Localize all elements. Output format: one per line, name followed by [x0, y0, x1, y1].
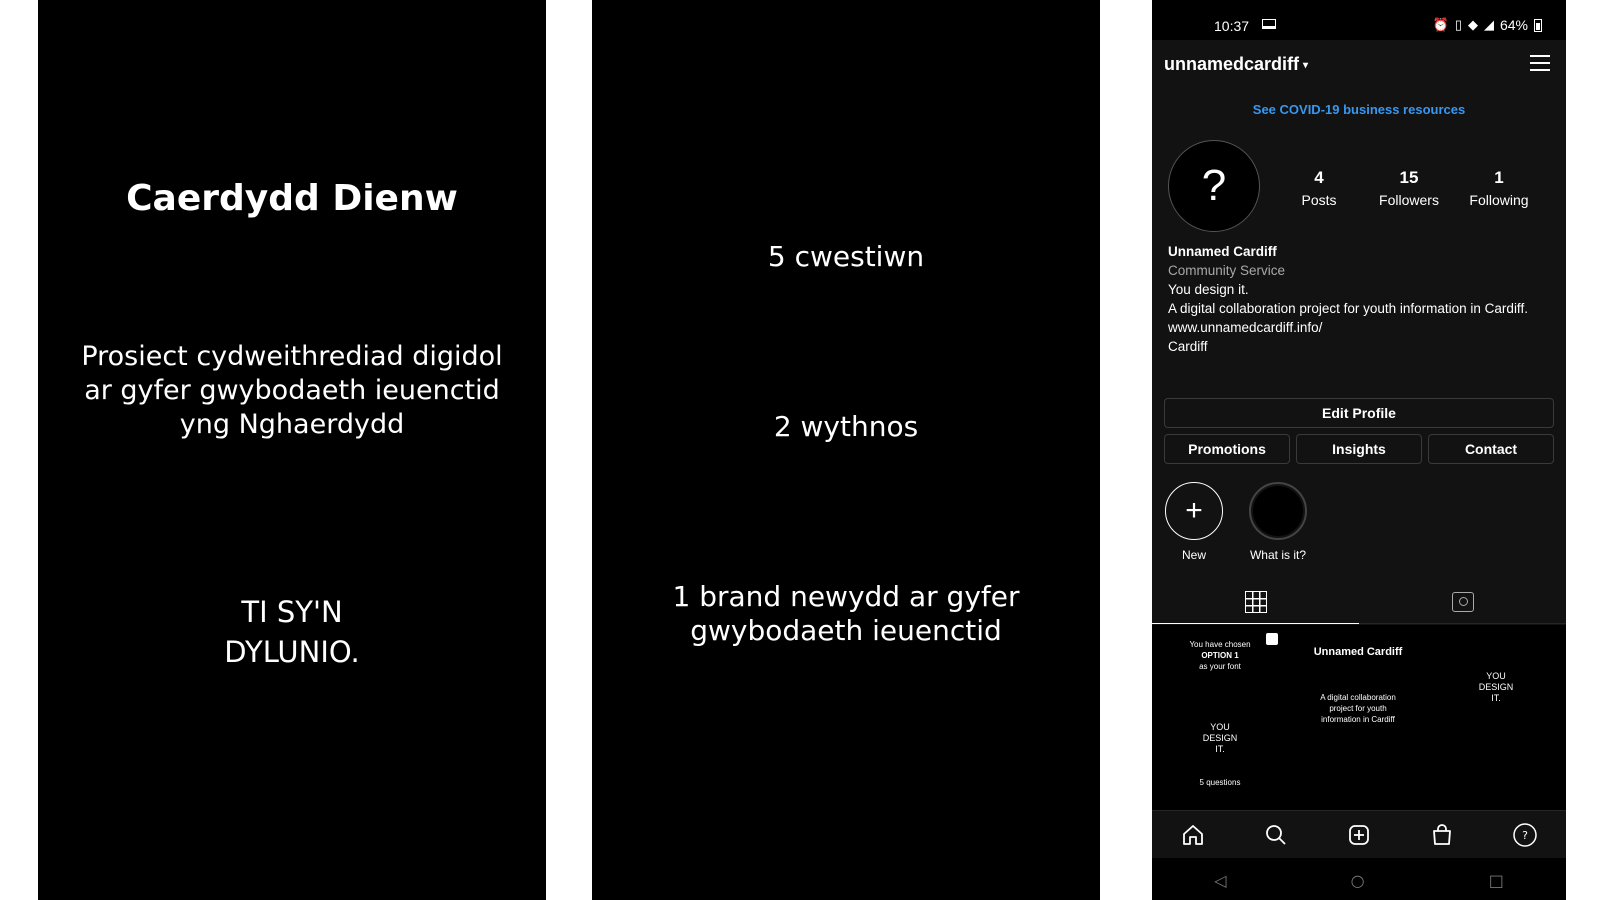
fact-questions: 5 cwestiwn: [767, 240, 925, 273]
post-thumbnail[interactable]: [1152, 625, 1288, 810]
post1-line-7: 5 questions: [1199, 778, 1241, 787]
search-icon[interactable]: [1263, 822, 1289, 848]
carousel-icon: [1266, 633, 1278, 645]
followers-stat[interactable]: [1369, 168, 1449, 208]
post1-line-3: as your font: [1199, 662, 1241, 671]
hamburger-menu-icon[interactable]: [1530, 55, 1550, 71]
profile-tabs: [1152, 580, 1566, 624]
new-highlight[interactable]: [1165, 482, 1223, 562]
home-button-icon[interactable]: ○: [1350, 870, 1365, 890]
posts-stat[interactable]: [1279, 168, 1359, 208]
profile-icon[interactable]: [1512, 822, 1538, 848]
home-icon[interactable]: [1180, 822, 1206, 848]
tab-tagged[interactable]: [1359, 580, 1566, 624]
following-stat[interactable]: [1459, 168, 1539, 208]
promotions-button[interactable]: Promotions: [1164, 434, 1290, 464]
wifi-icon: ◆: [1467, 17, 1478, 32]
bottom-navigation: [1152, 810, 1566, 858]
posts-count: 4: [1314, 168, 1324, 187]
profile-category: Community Service: [1168, 263, 1286, 278]
profile-header: [1152, 40, 1566, 90]
profile-name: Unnamed Cardiff: [1168, 244, 1277, 259]
post3-line-1: YOU: [1486, 671, 1506, 681]
chevron-down-icon: ▾: [1303, 59, 1309, 71]
story-slide-welsh-facts: [592, 0, 1100, 900]
story-highlight-circle[interactable]: [1249, 482, 1307, 540]
recents-icon[interactable]: □: [1488, 870, 1504, 890]
status-bar: [1152, 0, 1566, 40]
status-icons: [1433, 17, 1542, 33]
laptop-icon: [1262, 19, 1276, 29]
profile-location: Cardiff: [1168, 339, 1208, 354]
contact-button[interactable]: Contact: [1428, 434, 1554, 464]
edit-profile-button[interactable]: Edit Profile: [1164, 398, 1554, 428]
phone-screenshot: [1152, 0, 1566, 900]
instagram-profile: [1152, 40, 1566, 842]
tagline-line-1: TI SY'N: [241, 595, 343, 629]
shop-icon[interactable]: [1429, 822, 1455, 848]
slide-body: Prosiect cydweithrediad digidol ar gyfer gwybodaeth ieuenctid yng Nghaerdydd: [81, 341, 503, 440]
tab-grid[interactable]: [1152, 580, 1359, 624]
post2-body: A digital collaboration project for youth information in Cardiff: [1320, 693, 1396, 724]
tagged-icon: [1452, 592, 1474, 612]
profile-bio: [1168, 242, 1538, 356]
post1-line-1: You have chosen: [1189, 640, 1251, 649]
new-post-icon[interactable]: [1346, 822, 1372, 848]
followers-count: 15: [1399, 168, 1419, 187]
story-highlight[interactable]: [1240, 482, 1316, 562]
followers-label: Followers: [1379, 192, 1439, 208]
battery-icon: [1534, 19, 1542, 32]
status-time: 10:37: [1214, 18, 1250, 34]
following-count: 1: [1494, 168, 1504, 187]
signal-icon: ◢: [1483, 17, 1494, 32]
post1-line-2: OPTION 1: [1201, 651, 1239, 660]
post1-line-4: YOU: [1210, 722, 1230, 732]
new-highlight-label: New: [1181, 548, 1206, 562]
android-navigation: [1152, 860, 1566, 900]
story-highlight-label: What is it?: [1249, 548, 1306, 562]
avatar[interactable]: ?: [1168, 140, 1260, 232]
fact-weeks: 2 wythnos: [773, 410, 919, 443]
username: unnamedcardiff: [1164, 54, 1300, 74]
insights-button[interactable]: Insights: [1296, 434, 1422, 464]
account-switcher[interactable]: [1164, 54, 1308, 75]
back-icon[interactable]: ◁: [1214, 870, 1227, 890]
bio-line-2: A digital collaboration project for youth information in Cardiff.: [1168, 301, 1528, 316]
website-link[interactable]: www.unnamedcardiff.info/: [1168, 320, 1323, 335]
tagline-line-2: DYLUNIO.: [224, 635, 360, 669]
battery-percent: 64%: [1499, 17, 1528, 33]
post-thumbnail[interactable]: [1290, 625, 1426, 810]
post3-line-2: DESIGN: [1478, 682, 1514, 692]
slide-tagline: [38, 592, 546, 672]
bio-line-1: You design it.: [1168, 282, 1249, 297]
svg-text:?: ?: [1521, 828, 1528, 842]
slide-title: Caerdydd Dienw: [126, 178, 458, 219]
plus-icon: +: [1185, 494, 1203, 527]
grid-icon: [1245, 591, 1267, 613]
post3-line-3: IT.: [1491, 693, 1501, 703]
new-highlight-circle[interactable]: [1165, 482, 1223, 540]
story-thumbnail: [1253, 486, 1303, 536]
post2-title: Unnamed Cardiff: [1313, 646, 1403, 658]
post1-line-6: IT.: [1215, 744, 1225, 754]
vibrate-icon: ▯: [1454, 17, 1462, 32]
posts-grid: [1152, 625, 1566, 810]
following-label: Following: [1469, 192, 1529, 208]
post-thumbnail[interactable]: [1428, 625, 1564, 810]
fact-brand: 1 brand newydd ar gyfer gwybodaeth ieuenctid: [672, 580, 1020, 647]
alarm-icon: ⏰: [1432, 17, 1449, 32]
covid-resources-link[interactable]: See COVID-19 business resources: [1252, 102, 1466, 117]
posts-label: Posts: [1301, 192, 1337, 208]
story-slide-welsh-intro: [38, 0, 546, 900]
post1-line-5: DESIGN: [1202, 733, 1238, 743]
